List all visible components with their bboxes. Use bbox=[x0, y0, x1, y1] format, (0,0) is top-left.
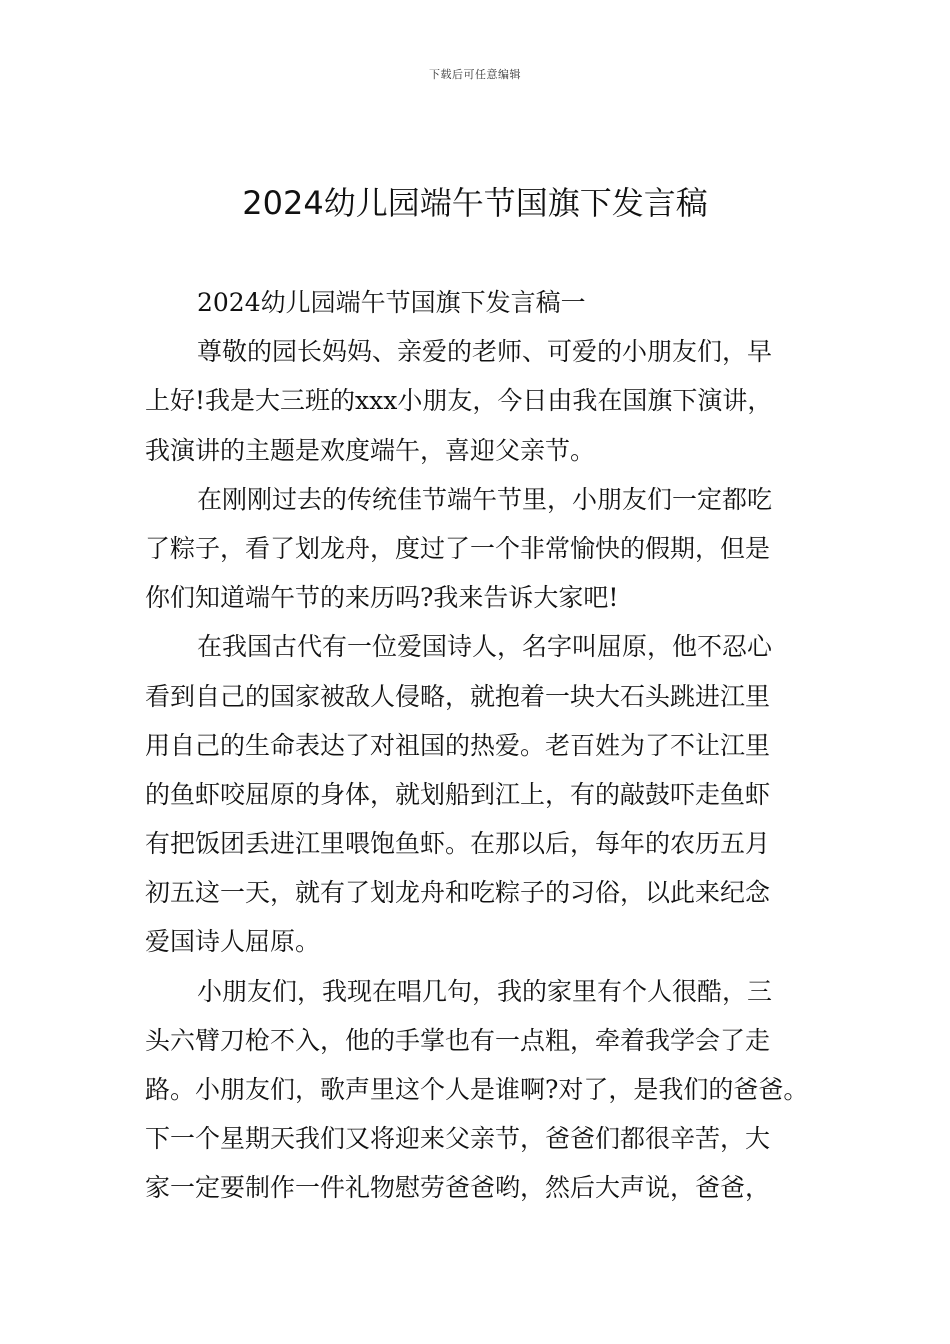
body-line: 爱国诗人屈原。 bbox=[145, 927, 321, 957]
header-note: 下载后可任意编辑 bbox=[429, 68, 521, 81]
body-line: 初五这一天，就有了划龙舟和吃粽子的习俗，以此来纪念 bbox=[145, 878, 771, 908]
body-line: 了粽子，看了划龙舟，度过了一个非常愉快的假期，但是 bbox=[145, 533, 771, 563]
body-line: 上好!我是大三班的xxx小朋友，今日由我在国旗下演讲， bbox=[145, 386, 773, 416]
body-line: 用自己的生命表达了对祖国的热爱。老百姓为了不让江里 bbox=[145, 730, 771, 760]
body-line: 你们知道端午节的来历吗?我来告诉大家吧! bbox=[145, 583, 619, 613]
body-line: 看到自己的国家被敌人侵略，就抱着一块大石头跳进江里 bbox=[145, 681, 771, 711]
body-line: 的鱼虾咬屈原的身体，就划船到江上，有的敲鼓吓走鱼虾 bbox=[145, 779, 771, 809]
document-body bbox=[145, 278, 820, 1213]
body-line: 有把饭团丢进江里喂饱鱼虾。在那以后，每年的农历五月 bbox=[145, 829, 771, 859]
body-line: 头六臂刀枪不入，他的手掌也有一点粗，牵着我学会了走 bbox=[145, 1025, 771, 1055]
body-line: 尊敬的园长妈妈、亲爱的老师、可爱的小朋友们，早 bbox=[197, 337, 773, 367]
body-line: 在刚刚过去的传统佳节端午节里，小朋友们一定都吃 bbox=[197, 484, 773, 514]
body-line: 下一个星期天我们又将迎来父亲节，爸爸们都很辛苦，大 bbox=[145, 1124, 771, 1154]
body-line: 家一定要制作一件礼物慰劳爸爸哟，然后大声说，爸爸， bbox=[145, 1173, 771, 1203]
body-line: 在我国古代有一位爱国诗人，名字叫屈原，他不忍心 bbox=[197, 632, 773, 662]
body-line: 2024幼儿园端午节国旗下发言稿一 bbox=[197, 288, 586, 317]
body-line: 小朋友们，我现在唱几句，我的家里有个人很酷，三 bbox=[197, 976, 773, 1006]
document-title: 2024幼儿园端午节国旗下发言稿 bbox=[242, 184, 708, 222]
body-line: 我演讲的主题是欢度端午，喜迎父亲节。 bbox=[145, 435, 596, 465]
body-line: 路。小朋友们，歌声里这个人是谁啊?对了，是我们的爸爸。 bbox=[145, 1075, 809, 1104]
